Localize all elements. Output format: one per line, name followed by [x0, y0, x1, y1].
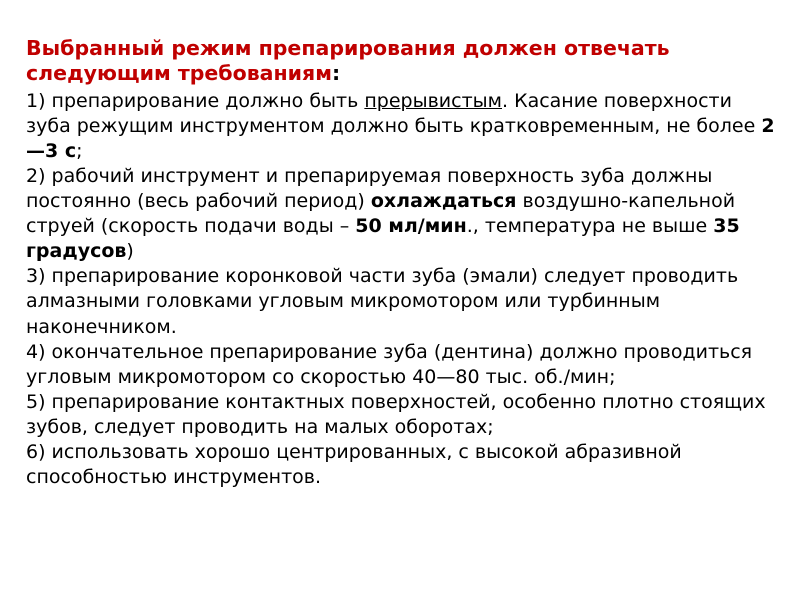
text-run: ): [126, 240, 134, 263]
emphasis-bold: 35 градусов: [26, 215, 740, 263]
slide-title: [26, 36, 776, 87]
text-run: 4) окончательное препарирование зуба (дентина) должно проводиться угловым микромотором со скоростью 40—80 тыс. об./мин;: [26, 340, 753, 388]
emphasis-underline: прерывистым: [364, 89, 502, 112]
text-run: 6) использовать хорошо центрированных, с высокой абразивной способностью инструментов.: [26, 440, 682, 488]
requirement-item: [26, 440, 776, 490]
requirement-item: [26, 164, 776, 264]
text-run: ;: [76, 139, 83, 162]
text-run: . Касание поверхности зуба режущим инструментом должно быть кратковременным, не более: [26, 89, 762, 137]
text-run: 2) рабочий инструмент и препарируемая поверхность зуба должны постоянно (весь рабочий период): [26, 165, 713, 213]
text-run: 5) препарирование контактных поверхностей, особенно плотно стоящих зубов, следует проводить на малых оборотах;: [26, 390, 766, 438]
emphasis-bold: охлаждаться: [370, 190, 517, 213]
text-run: 1) препарирование должно быть: [26, 89, 365, 112]
text-run: воздушно-капельной струей (скорость подачи воды –: [26, 190, 736, 238]
text-run: 3) препарирование коронковой части зуба (эмали) следует проводить алмазными головками угловым микромотором или турбинным наконечником.: [26, 265, 739, 338]
requirement-item: [26, 340, 776, 390]
slide-title-colon: :: [331, 61, 341, 86]
emphasis-bold: 2—3 с: [26, 114, 775, 162]
requirement-item: [26, 89, 776, 164]
requirement-item: [26, 264, 776, 339]
requirements-list: [26, 89, 776, 490]
slide-title-text: Выбранный режим препарирования должен отвечать следующим требованиям: [26, 36, 670, 86]
emphasis-bold: 50 мл/мин: [355, 215, 467, 238]
text-run: ., температура не выше: [466, 215, 714, 238]
requirement-item: [26, 390, 776, 440]
